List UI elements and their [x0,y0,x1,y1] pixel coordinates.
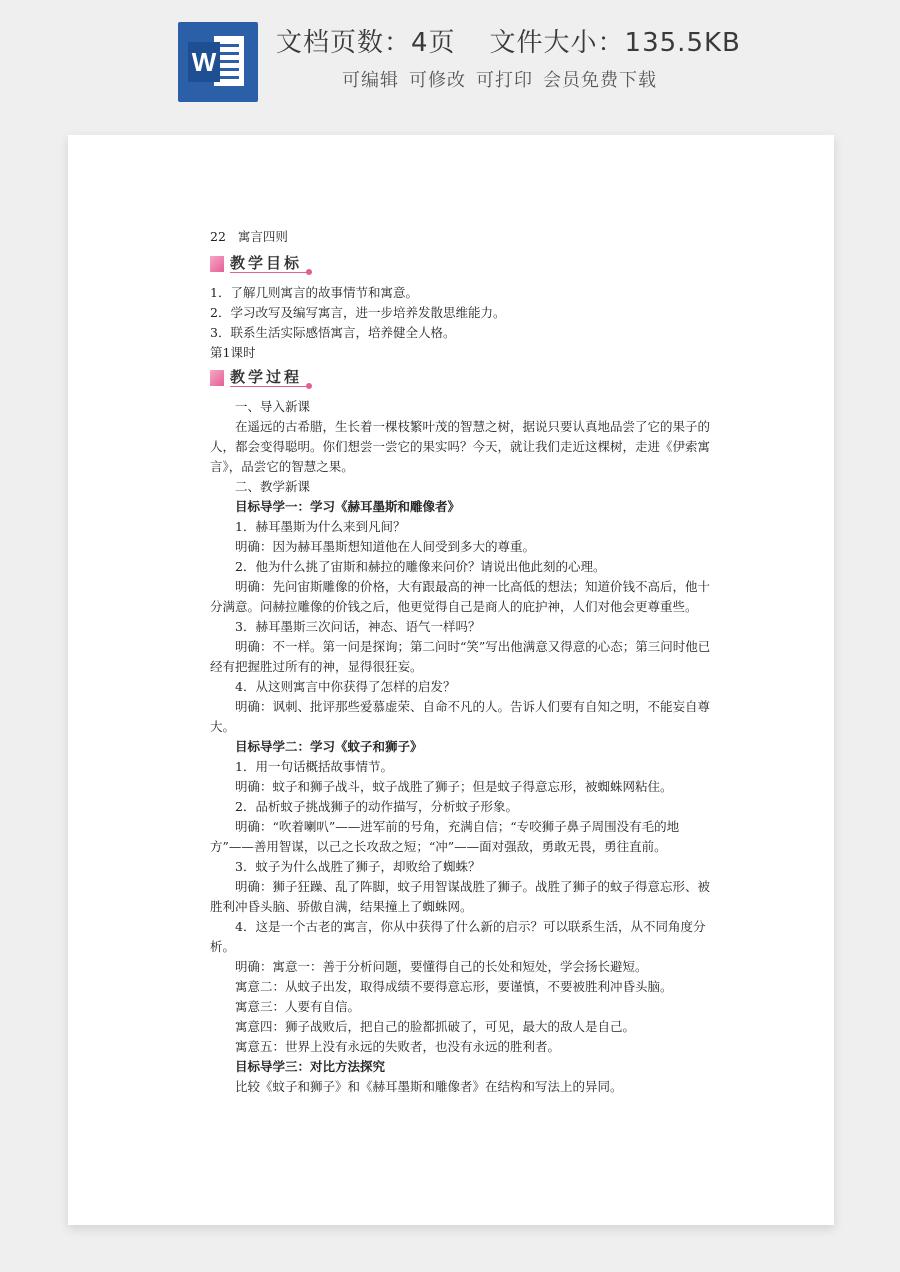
g2-moral: 寓意三：人要有自信。 [235,999,361,1014]
period-label: 第1课时 [210,345,256,360]
lesson-name: 寓言四则 [237,229,288,244]
guide-heading-3: 目标导学三：对比方法探究 [235,1059,386,1074]
g2-answer: 明确：狮子狂躁、乱了阵脚，蚊子用智谋战胜了狮子。战胜了狮子的蚊子得意忘形、被胜利冲昏头脑、骄傲自满，结果撞上了蜘蛛网。 [210,879,711,914]
g1-question: 4．从这则寓言中你获得了怎样的启发？ [235,679,456,694]
g1-question: 1．赫耳墨斯为什么来到凡间？ [235,519,406,534]
g2-answer: 明确：蚊子和狮子战斗，蚊子战胜了狮子；但是蚊子得意忘形，被蜘蛛网粘住。 [235,779,673,794]
file-meta [276,22,741,59]
g2-question: 2．品析蚊子挑战狮子的动作描写，分析蚊子形象。 [235,799,518,814]
g1-question: 3．赫耳墨斯三次问话，神态、语气一样吗？ [235,619,481,634]
guide-heading-2: 目标导学二：学习《蚊子和狮子》 [235,739,423,754]
page-count: 文档页数：4页 [276,28,456,58]
intro-paragraph: 在遥远的古希腊，生长着一棵枝繁叶茂的智慧之树，据说只要认真地品尝了它的果子的人，都会变得聪明。你们想尝一尝它的果实吗？今天，就让我们走近这棵树，走进《伊索寓言》，品尝它的智慧之果。 [210,419,711,474]
goal-item: 2．学习改写及编写寓言，进一步培养发散思维能力。 [210,305,506,320]
section-title-goals: 教学目标 [230,254,303,272]
guide-heading-1: 目标导学一：学习《赫耳墨斯和雕像者》 [235,499,461,514]
feature-printable: 可打印 [476,70,533,91]
g1-answer: 明确：不一样。第一问是探询；第二问时“笑”写出他满意又得意的心态；第三问时他已经有把握胜过所有的神，显得很狂妄。 [210,639,711,674]
section-banner-goals [210,253,720,277]
document-content [210,227,720,1097]
g2-question: 4．这是一个古老的寓言，你从中获得了什么新的启示？可以联系生活，从不同角度分析。 [210,919,706,954]
section-banner-process [210,367,720,391]
banner-marker-icon [210,256,224,272]
g3-text: 比较《蚊子和狮子》和《赫耳墨斯和雕像者》在结构和写法上的异同。 [235,1079,623,1094]
g2-moral: 寓意四：狮子战败后，把自己的脸都抓破了，可见，最大的敌人是自己。 [235,1019,636,1034]
g2-question: 1．用一句话概括故事情节。 [235,759,393,774]
g1-answer: 明确：先问宙斯雕像的价格，大有跟最高的神一比高低的想法；知道价钱不高后，他十分满意。问赫拉雕像的价钱之后，他更觉得自己是商人的庇护神，人们对他会更尊重些。 [210,579,711,614]
g2-answer: 明确：“吹着喇叭”——进军前的号角，充满自信；“专咬狮子鼻子周围没有毛的地方”——善用智谋，以己之长攻敌之短；“冲”——面对强敌，勇敢无畏，勇往直前。 [210,819,680,854]
g1-answer: 明确：讽刺、批评那些爱慕虚荣、自命不凡的人。告诉人们要有自知之明，不能妄自尊大。 [210,699,711,734]
section-title-process: 教学过程 [230,368,303,386]
g2-answer: 明确：寓意一：善于分析问题，要懂得自己的长处和短处，学会扬长避短。 [235,959,648,974]
g2-question: 3．蚊子为什么战胜了狮子，却败给了蜘蛛？ [235,859,481,874]
intro-heading: 一、导入新课 [235,399,311,414]
feature-editable: 可编辑 [342,70,399,91]
goal-item: 3．联系生活实际感悟寓言，培养健全人格。 [210,325,456,340]
lesson-title [210,227,720,247]
banner-marker-icon [210,370,224,386]
feature-list [342,66,657,92]
g1-question: 2．他为什么挑了宙斯和赫拉的雕像来问价？请说出他此刻的心理。 [235,559,606,574]
feature-modifiable: 可修改 [409,70,466,91]
word-letter: W [188,42,220,82]
download-header [0,0,900,120]
document-page [68,135,834,1225]
lesson-number: 22 [210,229,226,244]
new-lesson-heading: 二、教学新课 [235,479,311,494]
goal-item: 1．了解几则寓言的故事情节和寓意。 [210,285,418,300]
feature-member-download: 会员免费下载 [543,70,657,91]
g2-moral: 寓意五：世界上没有永远的失败者，也没有永远的胜利者。 [235,1039,561,1054]
file-size: 文件大小：135.5KB [489,28,741,58]
g2-moral: 寓意二：从蚊子出发，取得成绩不要得意忘形，要谨慎，不要被胜利冲昏头脑。 [235,979,673,994]
word-document-icon [178,22,258,102]
g1-answer: 明确：因为赫耳墨斯想知道他在人间受到多大的尊重。 [235,539,536,554]
